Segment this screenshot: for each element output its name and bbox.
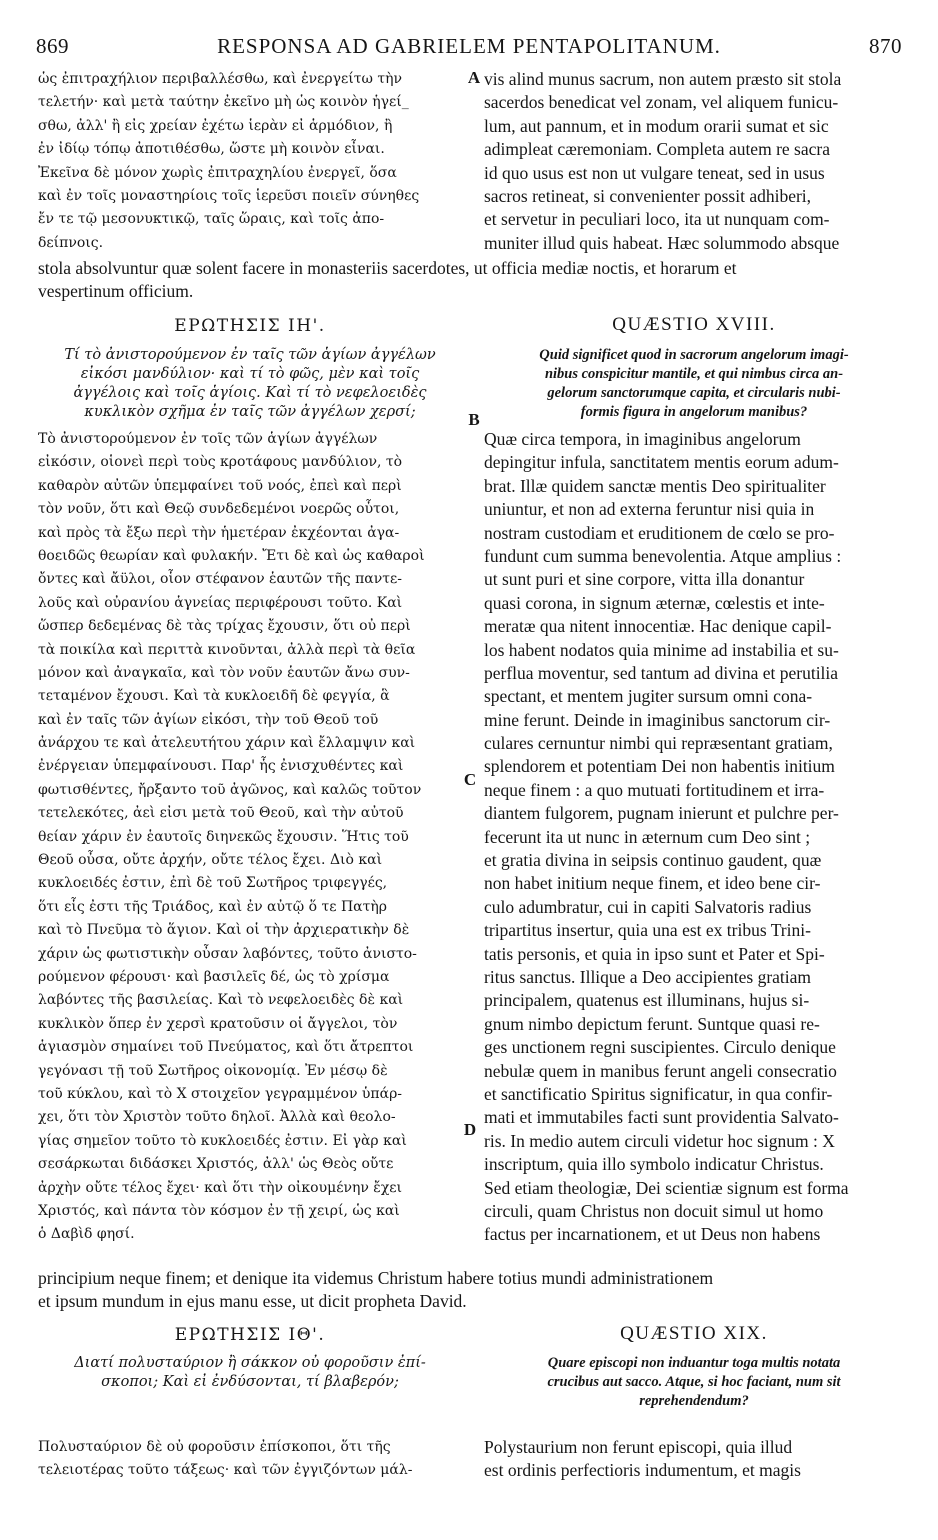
text-line: γίας σημεῖον τοῦτο τὸ κυκλοειδές ἐστιν. Εἰ γὰρ καὶ <box>38 1132 407 1149</box>
text-line: principium neque finem; et denique ita videmus Christum habere totius mundi administrationem <box>38 1268 714 1288</box>
text-line: ὁ Δαβὶδ φησί. <box>38 1226 135 1243</box>
text-line: Ἐκεῖνα δὲ μόνον χωρὶς ἐπιτραχηλίου ἐνεργεῖ, ὅσα <box>38 164 397 181</box>
text-line: factus per incarnationem, et ut Deus non habens <box>484 1224 821 1245</box>
text-line: fecerunt ita ut nunc in æternum cum Deo sint ; <box>484 826 811 847</box>
text-line: inscriptum, quia illo symbolo indicatur Christus. <box>484 1154 824 1175</box>
text-line: ὅτι εἷς ἐστι τῆς Τριάδος, καὶ ἐν αὐτῷ ὅ τε Πατὴρ <box>38 898 387 915</box>
text-line: ὄντες καὶ ἄϋλοι, οἷον στέφανον ἑαυτῶν τῆς παντε- <box>38 571 402 588</box>
text-line: καὶ ἐν τοῖς μοναστηρίοις τοῖς ἱερεῦσι ποιεῖν σύνηθες <box>38 187 420 204</box>
text-line: ἔν τε τῷ μεσονυκτικῷ, ταῖς ὥραις, καὶ τοῖς ἀπο- <box>38 211 385 228</box>
greek-question-18-title <box>38 346 462 422</box>
text-line: mati et immutabiles facti sunt providentia Salvato- <box>484 1107 839 1128</box>
text-line: Quare episcopi non induantur toga multis notata <box>547 1355 841 1371</box>
text-line: et servetur in peculiari loco, ita ut nunquam com- <box>484 209 830 230</box>
text-line: lum, aut pannum, et in modum orarii sumat et sic <box>484 115 829 136</box>
latin-column-top <box>484 68 904 255</box>
text-line: nebulæ quem in manibus ferunt angeli consecratio <box>484 1060 837 1081</box>
text-line: εἰκόσι μανδύλιον· καὶ τί τὸ φῶς, μὲν καὶ τοῖς <box>80 366 420 382</box>
text-line: nibus conspicitur mantile, et qui nimbus circa an- <box>544 366 844 382</box>
full-width-text-middle <box>38 1267 904 1314</box>
text-line: ἐν ἰδίῳ τόπῳ ἀποτιθέσθω, ὥστε μὴ κοινὸν εἶναι. <box>38 141 385 158</box>
text-line: stola absolvuntur quæ solent facere in monasteriis sacerdotes, ut officia mediæ noctis, et horarum et <box>38 258 737 278</box>
text-line: Διατί πολυσταύριον ἢ σάκκον οὐ φοροῦσιν ἐπί- <box>74 1355 426 1371</box>
text-line: quasi corona, in signum æternæ, cœlestis et inte- <box>484 592 825 613</box>
margin-marker-a: A <box>467 68 481 87</box>
text-line: καθαρὸν αὐτῶν ὑπεμφαίνει τοῦ νοός, ἐπεὶ καὶ περὶ <box>38 477 402 494</box>
greek-question-19-heading: ΕΡΩΤΗΣΙΣ ΙΘ'. <box>174 1325 326 1345</box>
running-title: RESPONSA AD GABRIELEM PENTAPOLITANUM. <box>217 34 721 58</box>
text-line: δείπνοις. <box>38 234 104 251</box>
text-line: Polystaurium non ferunt episcopi, quia illud <box>484 1437 793 1457</box>
text-line: vis alind munus sacrum, non autem præsto sit stola <box>484 69 842 89</box>
text-line: Χριστός, καὶ πάντα τὸν κόσμον ἐν τῇ χειρί, ὡς καὶ <box>38 1202 400 1219</box>
text-line: ritus sanctus. Illique a Deo accipientes gratiam <box>484 966 812 987</box>
text-line: Πολυσταύριον δὲ οὐ φοροῦσιν ἐπίσκοποι, ὅτι τῆς <box>38 1439 391 1455</box>
text-line: τετελεκότες, ἀεὶ εἰσι μετὰ τοῦ Θεοῦ, καὶ τὴν αὐτοῦ <box>38 805 404 822</box>
text-line: vespertinum officium. <box>38 281 194 302</box>
text-line: χει, ὅτι τὸν Χριστὸν τοῦτο δηλοῖ. Ἀλλὰ καὶ θεολο- <box>38 1109 396 1126</box>
text-line: σκοποι; Καὶ εἰ ἐνδύσονται, τί βλαβερόν; <box>101 1374 399 1390</box>
text-line: tatis personis, et quia in ipso sunt et Pater et Spi- <box>484 943 825 964</box>
text-line: ὡς ἐπιτραχήλιον περιβαλλέσθω, καὶ ἐνεργείτω τὴν <box>38 71 402 87</box>
text-line: culo adumbratur, cui in capiti Salvatoris radius <box>484 896 812 917</box>
text-line: ris. In medio autem circuli videtur hoc signum : X <box>484 1130 835 1151</box>
text-line: τελειοτέρας τοῦτο τάξεως· καὶ τῶν ἐγγιζόντων μάλ- <box>38 1462 413 1479</box>
text-line: splendorem et potentiam Dei non habentis initium <box>484 756 835 777</box>
text-line: Quid significet quod in sacrorum angelorum imagi- <box>539 347 849 363</box>
text-line: diantem fulgorem, pugnam inierunt et pulchre per- <box>484 803 839 824</box>
margin-marker-c: C <box>463 770 477 789</box>
text-line: los habent nodatos quia minime ad instabilia et su- <box>484 639 839 660</box>
text-line: τοῦ κύκλου, καὶ τὸ Χ στοιχεῖον γεγραμμένον ὑπάρ- <box>38 1085 403 1102</box>
text-line: tripartitus insertur, quia una est ex tribus Trini- <box>484 920 811 941</box>
margin-marker-d: D <box>463 1120 477 1139</box>
latin-body-question-19 <box>484 1436 904 1483</box>
text-line: Quæ circa tempora, in imaginibus angelorum <box>484 429 801 449</box>
text-line: χάριν ὡς φωτιστικὴν οὖσαν λαβόντες, τοῦτο ἀνιστο- <box>38 945 417 962</box>
text-line: reprehendendum? <box>639 1393 749 1409</box>
greek-body-question-19 <box>38 1436 462 1483</box>
full-width-text-top <box>38 257 904 304</box>
text-line: γεγόνασι τῇ τοῦ Σωτῆρος οἰκονομίᾳ. Ἐν μέσῳ δὲ <box>38 1062 388 1079</box>
text-line: κυκλικὸν σχῆμα ἐν ταῖς τῶν ἀγγέλων χερσί; <box>84 404 416 420</box>
text-line: τὰ ποικίλα καὶ περιττὰ κινοῦνται, ἀλλὰ περὶ τὰ θεῖα <box>38 641 416 658</box>
latin-question-19-title <box>484 1354 904 1411</box>
text-line: et ipsum mundum in ejus manu esse, ut dicit propheta David. <box>38 1291 467 1312</box>
text-line: principalem, quatenus est illuminans, hujus si- <box>484 990 810 1011</box>
text-line: gelorum sanctorumque capita, et circularis nubi- <box>547 385 841 401</box>
text-line: μόνον καὶ ἀναγκαῖα, καὶ τὸν νοῦν ἑαυτῶν ἄνω συν- <box>38 664 410 681</box>
text-line: Θεοῦ οὖσα, οὔτε ἀρχήν, οὔτε τέλος ἔχει. Διὸ καὶ <box>38 852 383 869</box>
text-line: formis figura in angelorum manibus? <box>580 404 808 420</box>
text-line: ἁγιασμὸν σημαίνει τοῦ Πνεύματος, καὶ ὅτι ἄτρεπτοι <box>38 1039 414 1056</box>
text-line: mine ferunt. Deinde in imaginibus sanctorum cir- <box>484 709 831 730</box>
greek-question-18-heading: ΕΡΩΤΗΣΙΣ ΙΗ'. <box>174 316 326 336</box>
latin-question-19-heading: QUÆSTIO XIX. <box>620 1323 768 1344</box>
text-line: circuli, quam Christus non docuit simul ut homo <box>484 1200 824 1221</box>
text-line: ut sunt puri et sine corpore, vitta illa donantur <box>484 569 805 590</box>
text-line: Sed etiam theologiæ, Dei scientiæ signum est forma <box>484 1177 849 1198</box>
text-line: sacerdos benedicat vel zonam, vel aliquem funicu- <box>484 92 839 113</box>
greek-body-question-18 <box>38 428 462 1247</box>
text-line: καὶ ἐν ταῖς τῶν ἁγίων εἰκόσι, τὴν τοῦ Θεοῦ τοῦ <box>38 711 379 728</box>
text-line: fundunt cum summa benevolentia. Atque amplius : <box>484 545 842 566</box>
text-line: depingitur infula, sanctitatem mentis eorum adum- <box>484 452 839 473</box>
text-line: φωτισθέντες, ἤρξαντο τοῦ ἀγῶνος, καὶ καλῶς τοῦτον <box>38 781 422 798</box>
text-line: brat. Illæ quidem sanctæ mentis Deo spiritualiter <box>484 475 826 496</box>
text-line: τελετήν· καὶ μετὰ ταύτην ἐκεῖνο μὴ ὡς κοινὸν ἡγεί_ <box>38 94 409 111</box>
text-line: ἀνάρχου τε καὶ ἀτελευτήτου χάριν καὶ ἔλλαμψιν καὶ <box>38 735 416 752</box>
text-line: muniter illud quis habeat. Hæc solummodo absque <box>484 232 840 253</box>
page-header <box>36 34 902 60</box>
text-line: λαβόντες τῆς βασιλείας. Καὶ τὸ νεφελοειδὲς δὲ καὶ <box>38 992 404 1009</box>
text-line: τεταμένον ἔχουσι. Καὶ τὰ κυκλοειδῆ δὲ φεγγία, ἃ <box>38 688 390 705</box>
text-line: est ordinis perfectioris indumentum, et magis <box>484 1460 801 1481</box>
greek-question-19-title <box>38 1354 462 1392</box>
text-line: λοῦς καὶ οὐρανίου ἁγνείας περιφέρουσι τοῦτο. Καὶ <box>38 594 403 611</box>
text-line: ρούμενον φέρουσι· καὶ βασιλεῖς δέ, ὡς τὸ χρίσμα <box>38 968 390 985</box>
margin-marker-b: B <box>468 410 480 429</box>
text-line: Τί τὸ ἀνιστορούμενον ἐν ταῖς τῶν ἁγίων ἀγγέλων <box>64 347 436 363</box>
text-line: καὶ τὸ Πνεῦμα τὸ ἅγιον. Καὶ οἱ τὴν ἀρχιερατικὴν δὲ <box>38 922 410 939</box>
text-line: θοειδῶς θεωρίαν καὶ φυλακήν. Ἔτι δὲ καὶ ὡς καθαροὶ <box>38 547 425 564</box>
text-line: ges unctionem regni suscipientes. Circulo denique <box>484 1037 836 1058</box>
text-line: σεσάρκωται διδάσκει Χριστός, ἀλλ' ὡς Θεὸς οὔτε <box>38 1156 394 1173</box>
text-line: εἰκόσιν, οἱονεὶ περὶ τοὺς κροτάφους μανδύλιον, τὸ <box>38 454 403 471</box>
text-line: Τὸ ἀνιστορούμενον ἐν τοῖς τῶν ἁγίων ἀγγέλων <box>38 431 378 447</box>
greek-column-top <box>38 68 462 255</box>
text-line: θείαν χάριν ἐν ἑαυτοῖς διηνεκῶς ἔχουσιν. Ἥτις τοῦ <box>38 828 409 845</box>
text-line: spectant, et mentem jugiter sursum omni cona- <box>484 686 813 707</box>
text-line: sacros retineat, si convenienter possit adhiberi, <box>484 185 812 206</box>
page-number-right: 870 <box>869 34 902 58</box>
text-line: ὥσπερ δεδεμένας δὲ τὰς τρίχας ἔχουσιν, ὅτι οὐ περὶ <box>38 618 411 635</box>
page-number-left: 869 <box>36 34 69 58</box>
latin-question-18-heading: QUÆSTIO XVIII. <box>612 314 776 335</box>
latin-question-18-title <box>484 346 904 422</box>
text-line: non habet initium neque finem, et ideo bene cir- <box>484 873 821 894</box>
text-line: crucibus aut sacco. Atque, si hoc faciant, num sit <box>547 1374 841 1390</box>
latin-body-question-18 <box>484 428 904 1247</box>
text-line: uniuntur, et non ad externa feruntur nisi quia in <box>484 499 815 520</box>
text-line: κυκλοειδές ἐστιν, ἐπὶ δὲ τοῦ Σωτῆρος τριφεγγές, <box>38 875 388 892</box>
text-line: κυκλικὸν ὅπερ ἐν χερσὶ κρατοῦσιν οἱ ἄγγελοι, τὸν <box>38 1015 398 1032</box>
text-line: adimpleat cæremoniam. Completa autem re sacra <box>484 139 830 160</box>
text-line: id quo usus est non ut vulgare teneat, sed in usus <box>484 162 825 183</box>
text-line: σθω, ἀλλ' ἢ εἰς χρείαν ἐχέτω ἱερὰν εἰ ἁρμόδιον, ἢ <box>38 117 393 134</box>
text-line: ἀρχὴν οὔτε τέλος ἔχει· καὶ ὅτι τὴν οἰκουμένην ἔχει <box>38 1179 403 1196</box>
text-line: neque finem : a quo mutuati fortitudinem et irra- <box>484 779 825 800</box>
text-line: et gratia divina in seipsis continuo gaudent, quæ <box>484 850 822 871</box>
text-line: et sanctificatio Spiritus significatur, in qua confir- <box>484 1083 833 1104</box>
text-line: nostram custodiam et eruditionem de cœlo se pro- <box>484 522 835 543</box>
text-line: meratæ qua nitent innocentiæ. Hac denique capil- <box>484 616 832 637</box>
text-line: ἀγγέλοις καὶ τοῖς ἁγίοις. Καὶ τί τὸ νεφελοειδὲς <box>73 385 427 401</box>
text-line: culares cernuntur nimbi qui repræsentant gratiam, <box>484 733 833 754</box>
text-line: τὸν νοῦν, ὅτι καὶ Θεῷ συνδεδεμένοι νοερῶς οὗτοι, <box>38 501 400 518</box>
text-line: gnum nimbo depictum ferunt. Suntque quasi re- <box>484 1013 820 1034</box>
text-line: ἐνέργειαν ὑπεμφαίνουσι. Παρ' ἧς ἐνισχυθέντες καὶ <box>38 758 404 775</box>
text-line: perflua moventur, sed tantum ad divina et perutilia <box>484 662 839 683</box>
text-line: καὶ πρὸς τὰ ἔξω περὶ τὴν ἡμετέραν ἐκχέονται ἀγα- <box>38 524 400 541</box>
